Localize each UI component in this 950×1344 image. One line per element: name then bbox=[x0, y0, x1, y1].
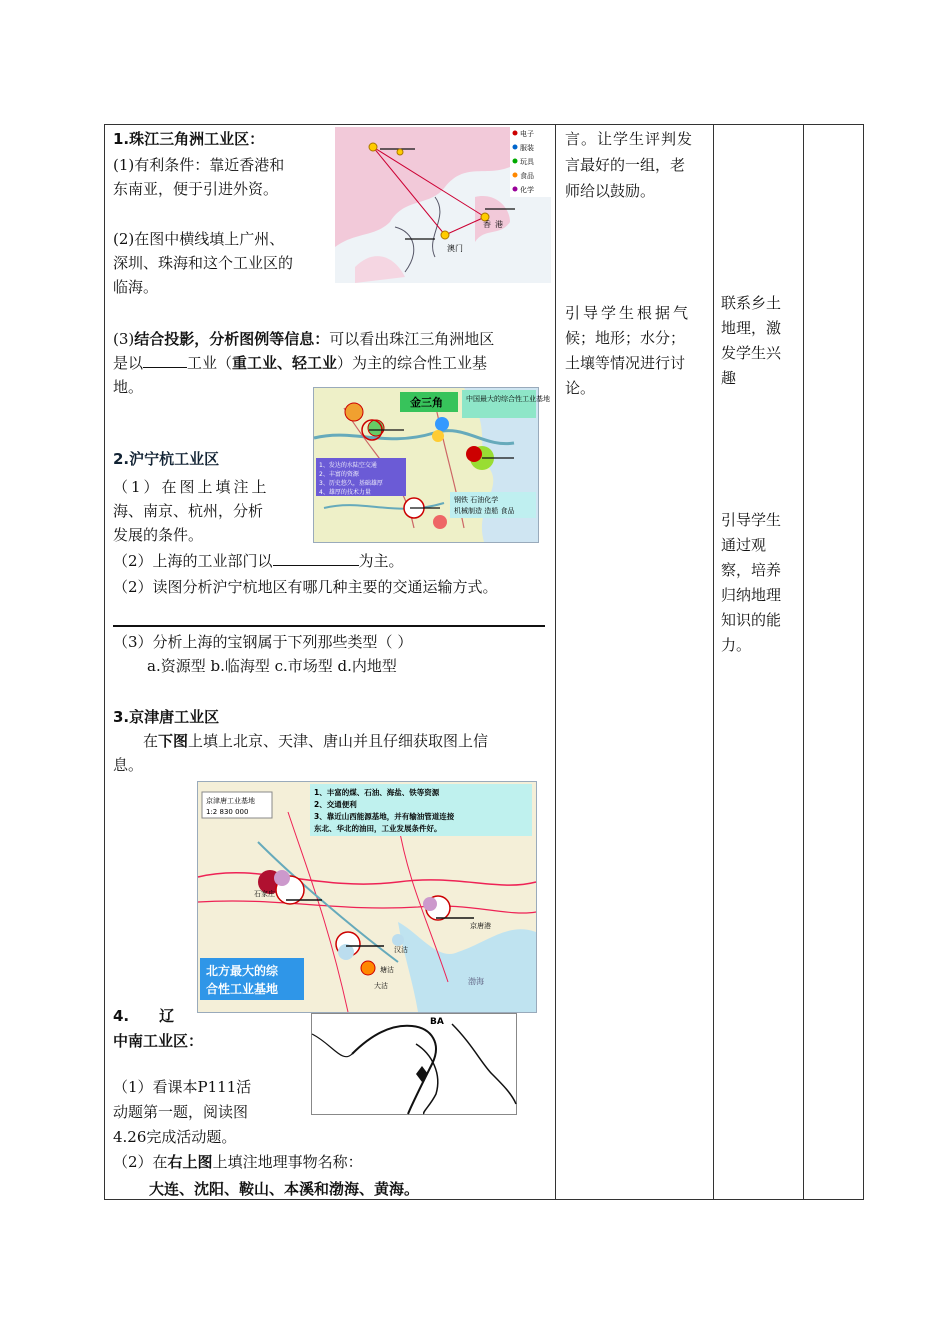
map-note: 2、交通便利 bbox=[314, 800, 357, 809]
jing-jin-tang-map bbox=[197, 781, 537, 1013]
fill-blank[interactable] bbox=[273, 565, 359, 566]
map-label: 石家庄 bbox=[254, 890, 275, 898]
text-line: （3）分析上海的宝钢属于下列那些类型（ ） bbox=[113, 633, 413, 651]
text-line: 联系乡土 bbox=[721, 294, 782, 312]
legend-label: 玩具 bbox=[520, 158, 534, 166]
text-line: 海、南京、杭州，分析 bbox=[113, 502, 264, 520]
text-line: 言最好的一组，老 bbox=[565, 156, 686, 174]
legend-label: 电子 bbox=[520, 130, 534, 138]
map-note: 机械制造 造船 食品 bbox=[454, 507, 515, 515]
text-line: 动题第一题，阅读图 bbox=[113, 1103, 249, 1121]
text-line: 引导学生根据气 bbox=[565, 304, 692, 322]
map-label: 港 bbox=[495, 220, 503, 229]
map-scale: 1:2 830 000 bbox=[206, 808, 249, 816]
text-line: 4.26完成活动题。 bbox=[113, 1128, 237, 1146]
map-note: 钢铁 石油化学 bbox=[454, 496, 499, 504]
map-label: BA bbox=[430, 1017, 444, 1027]
column-divider bbox=[803, 125, 804, 1199]
text-line: 知识的能 bbox=[721, 611, 782, 629]
text-line: （2）在右上图上填注地理事物名称： bbox=[113, 1153, 363, 1171]
text-line: 通过观 bbox=[721, 536, 767, 554]
text-line: 发展的条件。 bbox=[113, 526, 204, 544]
map-note: 1、发达的水陆空交通 bbox=[319, 462, 377, 469]
section-title: 1.珠江三角洲工业区： bbox=[113, 130, 265, 148]
map-label: 渤海 bbox=[468, 977, 484, 986]
map-label: 香 bbox=[483, 220, 491, 229]
map-note: 2、丰富的资源 bbox=[319, 471, 359, 478]
text-line: 东南亚，便于引进外资。 bbox=[113, 180, 279, 198]
section-title: 3.京津唐工业区 bbox=[113, 708, 220, 726]
text-line: 地。 bbox=[113, 378, 144, 396]
lesson-table bbox=[104, 124, 864, 1200]
section-title: 2.沪宁杭工业区 bbox=[113, 450, 220, 468]
text-line: 言。让学生评判发 bbox=[565, 130, 694, 148]
map-label: 大沽 bbox=[374, 982, 388, 990]
map-banner: 合性工业基地 bbox=[206, 982, 279, 996]
pearl-river-delta-map bbox=[335, 127, 551, 283]
text-line: 引导学生 bbox=[721, 511, 782, 529]
text-line: 力。 bbox=[721, 636, 752, 654]
text-line: 临海。 bbox=[113, 278, 159, 296]
text-line: （2）读图分析沪宁杭地区有哪几种主要的交通运输方式。 bbox=[113, 578, 498, 596]
text-line: 归纳地理 bbox=[721, 586, 782, 604]
column-divider bbox=[555, 125, 556, 1199]
map-label: 澳门 bbox=[447, 244, 463, 253]
divider-line bbox=[113, 625, 545, 627]
fill-blank[interactable] bbox=[143, 367, 187, 368]
liaozhongnan-map bbox=[311, 1013, 517, 1115]
text-line: 发学生兴 bbox=[721, 344, 782, 362]
map-banner: 中国最大的综合性工业基地 bbox=[466, 395, 550, 403]
map-label: 塘沽 bbox=[380, 966, 394, 974]
text-line: 是以 工业（重工业、轻工业）为主的综合性工业基 bbox=[113, 354, 488, 372]
text-line: （1）在图上填注上 bbox=[113, 478, 270, 496]
map-note: 4、雄厚的技术力量 bbox=[319, 489, 371, 496]
legend-label: 化学 bbox=[520, 186, 534, 194]
text-line: (1)有利条件：靠近香港和 bbox=[113, 156, 285, 174]
text-line: (3)结合投影，分析图例等信息：可以看出珠江三角洲地区 bbox=[113, 330, 495, 348]
map-banner: 北方最大的综 bbox=[206, 964, 279, 978]
text-line: 论。 bbox=[565, 379, 596, 397]
text-line: 深圳、珠海和这个工业区的 bbox=[113, 254, 294, 272]
text-line: (2)在图中横线填上广州、 bbox=[113, 230, 285, 248]
map-note: 3、靠近山西能源基地，并有输油管道连接 bbox=[314, 812, 455, 821]
legend-label: 食品 bbox=[520, 172, 534, 180]
text-line: 大连、沈阳、鞍山、本溪和渤海、黄海。 bbox=[149, 1180, 420, 1198]
map-label: 京唐港 bbox=[470, 922, 491, 930]
text-line: （1）看课本P111活 bbox=[113, 1078, 252, 1096]
text-line: 候；地形；水分； bbox=[565, 329, 686, 347]
map-title: 京津唐工业基地 bbox=[206, 797, 255, 805]
hu-ning-hang-map bbox=[313, 387, 550, 543]
legend-label: 服装 bbox=[520, 144, 534, 152]
text-line: 土壤等情况进行讨 bbox=[565, 354, 686, 372]
map-label: 汉沽 bbox=[394, 946, 408, 954]
text-line: （2）上海的工业部门以 为主。 bbox=[113, 552, 404, 570]
text-line: 师给以鼓励。 bbox=[565, 182, 656, 200]
map-note: 1、丰富的煤、石油、海盐、铁等资源 bbox=[314, 788, 440, 797]
map-banner: 金三角 bbox=[410, 396, 443, 409]
column-divider bbox=[713, 125, 714, 1199]
text-line: 地理，激 bbox=[721, 319, 782, 337]
map-note: 3、历史悠久，基础雄厚 bbox=[319, 480, 383, 487]
text-line: 在下图上填上北京、天津、唐山并且仔细获取图上信 bbox=[143, 732, 489, 750]
text-line: 趣 bbox=[721, 369, 737, 387]
text-line: a.资源型 b.临海型 c.市场型 d.内地型 bbox=[147, 657, 397, 675]
text-line: 察，培养 bbox=[721, 561, 782, 579]
section-title: 中南工业区： bbox=[113, 1032, 204, 1050]
map-note: 东北、华北的油田，工业发展条件好。 bbox=[314, 824, 442, 833]
text-line: 息。 bbox=[113, 756, 144, 774]
section-title: 4. 辽 bbox=[113, 1007, 175, 1025]
